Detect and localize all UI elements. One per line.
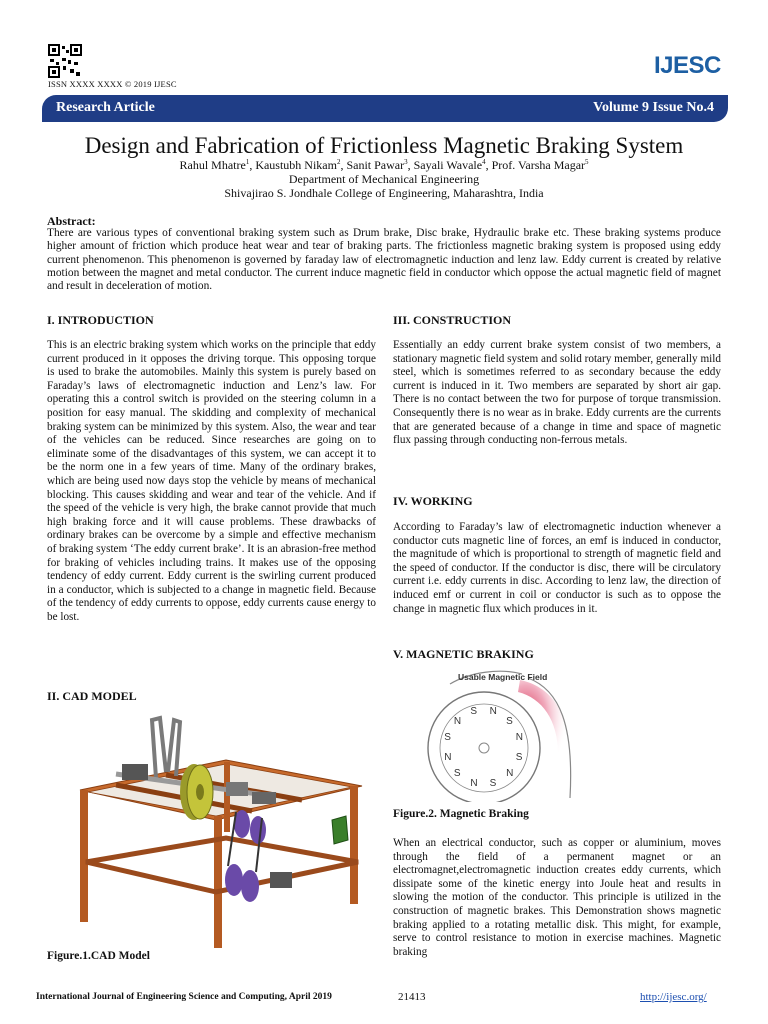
author-affil: 3 [404, 158, 408, 166]
magnet-pole-label: S [506, 715, 513, 727]
author-affil: 1 [245, 158, 250, 166]
magnetic-braking-figure [410, 666, 590, 802]
author-affil: 4 [482, 158, 486, 166]
magnet-pole-label: N [453, 715, 462, 727]
magnet-pole-label: S [470, 706, 478, 718]
figure-1-caption: Figure.1.CAD Model [47, 950, 150, 962]
volume-issue: Volume 9 Issue No.4 [593, 100, 714, 115]
footer-journal: International Journal of Engineering Science and Computing, April 2019 [36, 992, 332, 1002]
magnet-pole-label: N [470, 777, 478, 789]
section-heading-working: IV. WORKING [393, 494, 473, 508]
magnet-pole-label: S [444, 732, 451, 744]
journal-logo [652, 52, 724, 82]
author-name: Kaustubh Nikam [255, 158, 337, 172]
magnet-pole-label: S [515, 751, 523, 763]
section-heading-cad-model: II. CAD MODEL [47, 689, 137, 703]
magnet-pole-label: N [506, 768, 514, 780]
magnet-pole-label: S [489, 777, 497, 789]
cad-model-figure [76, 712, 366, 952]
abstract-text: There are various types of conventional braking system such as Drum brake, Disc brake, Hydraulic brake etc. These braking systems produce higher amount of friction which produce heat wear and tear of braking parts. The frictionless magnetic braking system is proposed using eddy current phenomenon. This phenomenon is governed by faraday law of electromagnetic induction and lenz law. Eddy current is created by relative motion between the magnet and metal conductor. The current induce magnetic field in conductor which oppose the actual magnetic field of magnet and result in deceleration of motion. [47, 227, 721, 293]
section-heading-introduction: I. INTRODUCTION [47, 313, 154, 327]
journal-link[interactable]: http://ijesc.org/ [640, 991, 707, 1003]
magnet-pole-label: N [444, 751, 452, 763]
author-name: Sayali Wavale [413, 158, 483, 172]
author-name: Prof. Varsha Magar [491, 158, 586, 172]
working-text: According to Faraday’s law of electromagnetic induction whenever a conductor cuts magnetic line of forces, an emf is induced in conductor, the magnitude of which is proportional to strength of magnetic field and the speed of conductor. If the conductor is disc, there will be circulatory current i.e. eddy currents in disc. According to lenz law, the direction of induced emf or current in coil or conductor is such as to oppose the change in magnetic flux which produces in it. [393, 521, 721, 615]
qr-code-icon [48, 44, 82, 78]
section-heading-magnetic-braking: V. MAGNETIC BRAKING [393, 647, 534, 661]
magnetic-braking-text: When an electrical conductor, such as copper or aluminium, moves through the field of a permanent magnet or an electromagnet,electromagnetic induction creates eddy currents, which dissipate some of the kinetic energy into Joule heat and results in slowing the motion of the conductor. This principle is utilized in the construction of magnetic brakes. This Demonstration shows magnetic braking applied to a rotating metallic disk. This might, for example, serve to control resistance to motion in exercise machines. Magnetic braking [393, 837, 721, 958]
figure-2-caption: Figure.2. Magnetic Braking [393, 808, 529, 820]
magnet-pole-label: S [453, 768, 461, 780]
introduction-text: This is an electric braking system which works on the principle that eddy current produced in it opposes the driving torque. This opposing torque is used to brake the automobiles. Mainly this system is purely based on Faraday’s laws of electromagnetic induction and Lenz’s law. For operating this a control switch is provided on the steering column in a position for easy manual. The skidding and complexity of mechanical braking system can be minimized by this system. Also, the wear and tear of the vehicles can be reduced. Since researches are going on to eliminate some of the disadvantages of this system, we can accept it to be the norm one in a few years of time. Many of the ordinary brakes, which are being used now days stop the vehicle by means of mechanical blocking. This causes skidding and wear and tear of the vehicle. And if the speed of the vehicle is very high, the brake cannot provide that much high braking force and it will cause problems. These drawbacks of ordinary brakes can be overcome by a simple and effective mechanism of braking system ‘The eddy current brake’. It is an abrasion-free method for braking of vehicles including trains. It makes use of the opposing tendency of eddy current. Eddy current is the swirling current produced in a conductor, which is subjected to a change in magnetic field. Because of the tendency of eddy currents to oppose, eddy currents cause energy to be lost. [47, 339, 376, 623]
abstract-heading: Abstract: [47, 214, 96, 228]
department: Department of Mechanical Engineering [288, 172, 480, 186]
author-affil: 5 [585, 158, 589, 166]
construction-text: Essentially an eddy current brake system consist of two members, a stationary magnetic field system and solid rotary member, generally mild steel, which is sometimes referred to as secondary because the eddy current is induced in it. Two members are separated by short air gap. There is no contact between the two for purpose of torque transmission. Consequently there is no wear as in brake. Eddy currents are the currents that are generated because of a change in time and space of magnetic flux passing through conducting non-ferrous metals. [393, 339, 721, 447]
paper-title: Design and Fabrication of Frictionless Magnetic Braking System [84, 133, 684, 158]
magnet-pole-label: N [489, 706, 497, 718]
issn-line: ISSN XXXX XXXX © 2019 IJESC [48, 79, 177, 89]
magnetic-disc-diagram [410, 666, 590, 802]
college: Shivajirao S. Jondhale College of Engineering, Maharashtra, India [224, 186, 544, 200]
author-list: Rahul Mhatre$^1$, Kaustubh Nikam$^2$, Sanit Pawar$^3$, Sayali Wavale$^4$, Prof. Varsha Magar$^5$ [179, 158, 589, 172]
logo-text: IJESC [654, 52, 721, 79]
author-affil: 2 [336, 158, 341, 166]
header-bar [42, 95, 728, 122]
author-name: Sanit Pawar [346, 158, 405, 172]
usable-field-label: Usable Magnetic Field [458, 672, 548, 682]
page-number: 21413 [398, 991, 426, 1003]
author-name: Rahul Mhatre [179, 158, 246, 172]
section-heading-construction: III. CONSTRUCTION [393, 313, 512, 327]
article-type: Research Article [56, 100, 155, 115]
magnet-pole-label: N [515, 732, 523, 744]
